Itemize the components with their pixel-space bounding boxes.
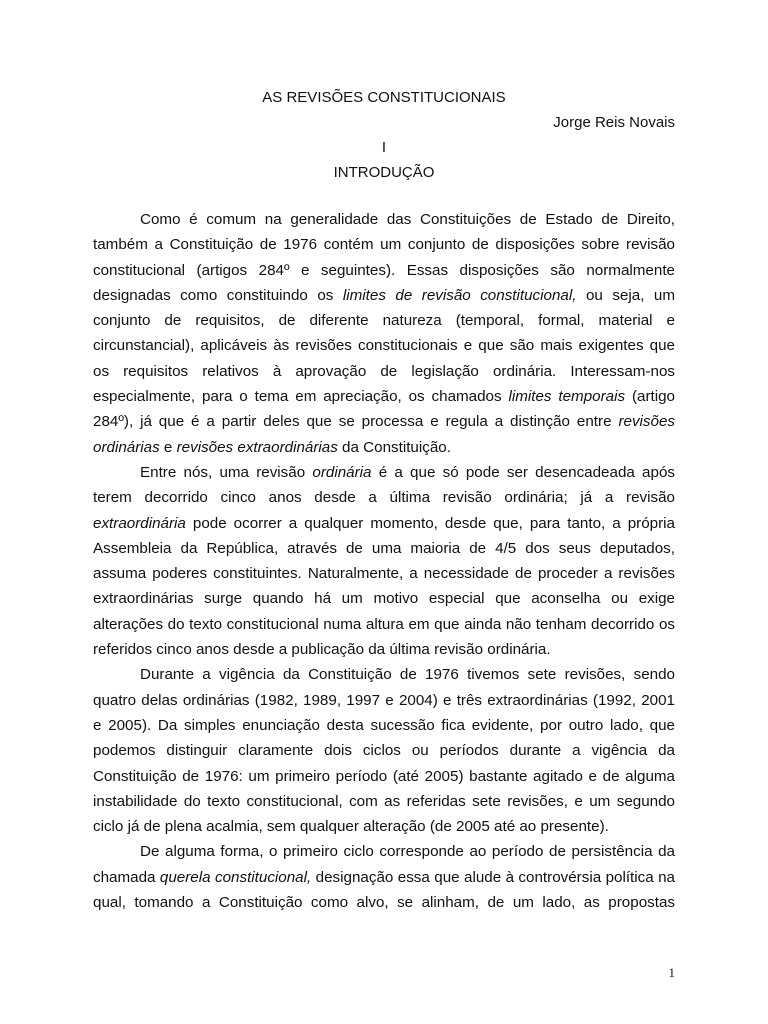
text-segment: e — [159, 438, 177, 456]
section-number: I — [381, 139, 387, 156]
paragraph — [93, 662, 675, 839]
text-segment: Entre nós, uma revisão — [140, 463, 313, 481]
text-segment: é a que só pode ser desencadeada após terem decorrido cinco anos desde a última revisão ordinária; já a revisão — [93, 463, 675, 507]
text-segment: da Constituição. — [337, 438, 451, 456]
paragraph — [93, 207, 675, 460]
text-segment: De alguma forma, o primeiro ciclo corresponde ao período de persistência da chamada — [93, 843, 675, 886]
text-segment: ou seja, um conjunto de requisitos, de diferente natureza (temporal, formal, material e circunstancial), aplicáveis às revisões constitucionais e que são mais exigentes que os requisitos relativos à aprovação de legislação ordinária. Interessam-nos especialmente, para o tema em apreciação, os chamados — [93, 286, 675, 406]
section-title: INTRODUÇÃO — [333, 164, 435, 181]
italic-text-segment: limites de revisão constitucional, — [342, 286, 577, 304]
text-segment: pode ocorrer a qualquer momento, desde que, para tanto, a própria Assembleia da República, através de uma maioria de 4/5 dos seus deputados, assuma poderes constituintes. Naturalmente, a necessidade de proceder a revisões extraordinárias surge quando há um motivo especial que aconselha ou exige alterações do texto constitucional numa altura em que ainda não tenham decorrido os referidos cinco anos desde a publicação da última revisão ordinária. — [93, 514, 675, 659]
italic-text-segment: revisões extraordinárias — [176, 438, 338, 456]
italic-text-segment: querela constitucional, — [159, 868, 312, 886]
text-segment: designação essa que alude à controvérsia política na qual, tomando a Constituição como alvo, se alinham, de um lado, as propostas — [93, 868, 675, 912]
author-name: Jorge Reis Novais — [553, 114, 675, 131]
text-segment: Como é comum na generalidade das Constituições de Estado de Direito, também a Constituição de 1976 contém um conjunto de disposições sobre revisão constitucional (artigos 284º e seguintes). Essas disposições são normalmente designadas como constituindo os — [93, 211, 675, 304]
body-text — [93, 207, 675, 915]
text-segment: Durante a vigência da Constituição de 1976 tivemos sete revisões, sendo quatro delas ordinárias (1982, 1989, 1997 e 2004) e três extraordinárias (1992, 2001 e 2005). Da simples enunciação desta sucessão fica evidente, por outro lado, que podemos distinguir claramente dois ciclos ou períodos durante a vigência da Constituição de 1976: um primeiro período (até 2005) bastante agitado e de alguma instabilidade do texto constitucional, com as referidas sete revisões, e um segundo ciclo já de plena acalmia, sem qualquer alteração (de 2005 até ao presente). — [93, 666, 675, 836]
italic-text-segment: limites temporais — [508, 388, 626, 406]
document-title: AS REVISÕES CONSTITUCIONAIS — [262, 89, 506, 106]
page-number: 1 — [668, 965, 675, 980]
text-segment: (artigo 284º), já que é a partir deles que se processa e regula a distinção entre — [93, 388, 675, 431]
italic-text-segment: revisões ordinárias — [93, 413, 675, 456]
paragraph — [93, 839, 675, 915]
paragraph — [93, 460, 675, 662]
italic-text-segment: extraordinária — [93, 514, 186, 532]
italic-text-segment: ordinária — [312, 463, 372, 481]
